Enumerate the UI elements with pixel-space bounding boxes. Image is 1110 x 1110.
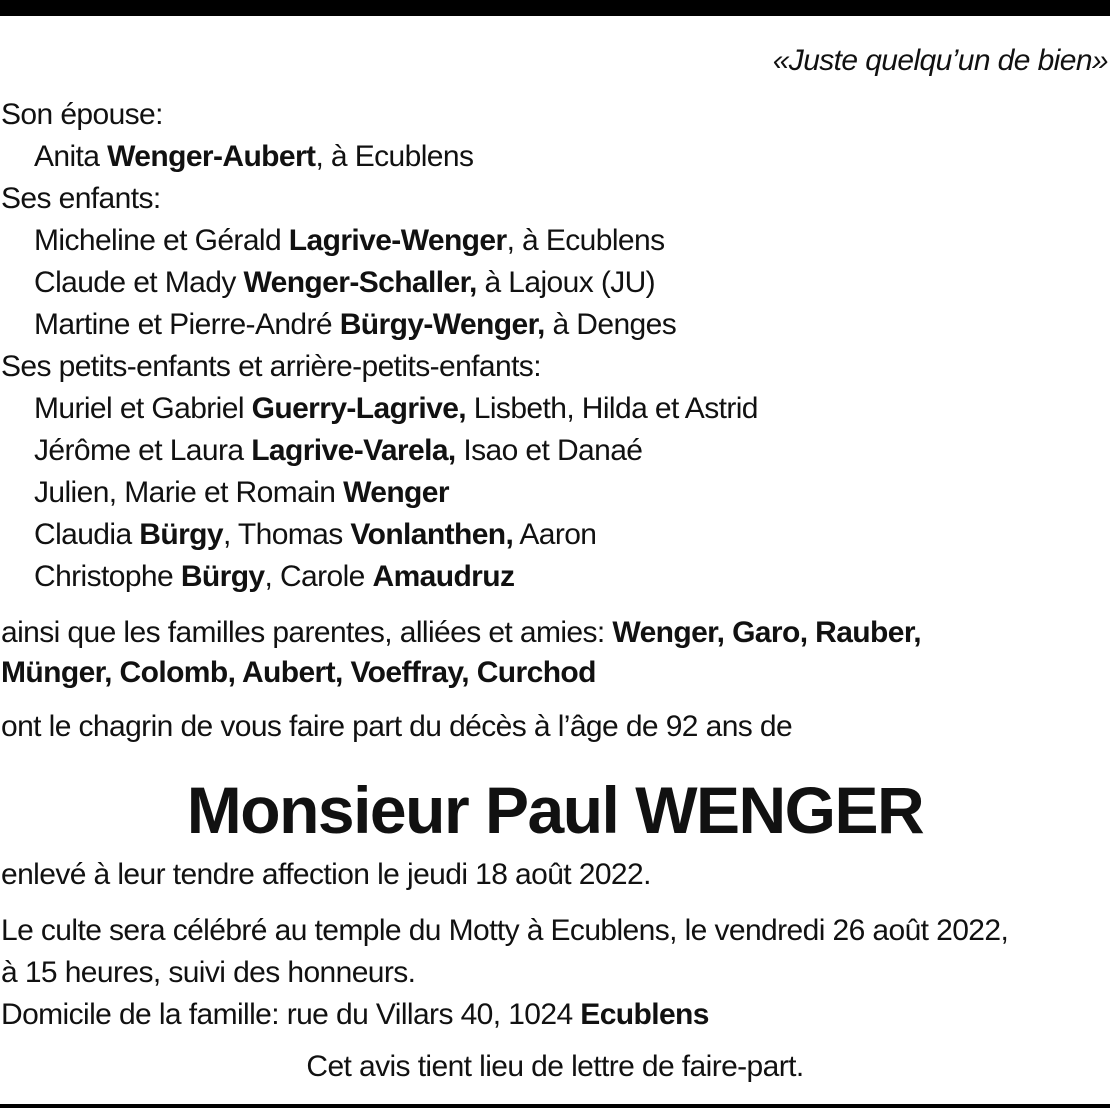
grandchild-entry [34,472,449,514]
children-heading: Ses enfants: [1,182,161,215]
spouse-family: Wenger-Aubert [107,140,316,173]
grandchild-entry [34,556,514,598]
top-rule [0,0,1110,16]
grandchild-text: , Thomas [222,518,351,551]
domicile [1,994,709,1036]
spouse-first: Anita [34,140,108,173]
grandchild-family: Bürgy [180,560,265,593]
child-family: Lagrive-Wenger [288,224,507,257]
grandchild-text: Christophe [34,560,181,593]
grandchildren-heading: Ses petits-enfants et arrière-petits-enfants: [1,350,541,383]
grandchild-family: Wenger [343,476,449,509]
families-line-1 [1,612,921,654]
grandchild-entry [34,514,596,556]
passing-date: enlevé à leur tendre affection le jeudi 18 août 2022. [1,858,651,891]
bottom-rule [0,1104,1110,1108]
grandchild-text: Lisbeth, Hilda et Astrid [466,392,758,425]
grandchild-entry [34,388,758,430]
child-place: , à Ecublens [506,224,665,257]
child-place: à Lajoux (JU) [476,266,656,299]
families-names: Wenger, Garo, Rauber, [612,616,922,649]
domicile-town: Ecublens [580,998,709,1031]
families-intro: ainsi que les familles parentes, alliées et amies: [1,616,613,649]
service-line-2: à 15 heures, suivi des honneurs. [1,956,416,989]
child-family: Wenger-Schaller, [243,266,477,299]
child-first: Micheline et Gérald [34,224,289,257]
service-line-1: Le culte sera célébré au temple du Motty à Ecublens, le vendredi 26 août 2022, [1,914,1009,947]
motto: «Juste quelqu’un de bien» [772,44,1108,77]
child-entry [34,304,676,346]
grandchild-text: Jérôme et Laura [34,434,252,467]
closing-note: Cet avis tient lieu de lettre de faire-part. [306,1050,804,1083]
spouse-heading: Son épouse: [1,98,163,131]
grandchild-text: Aaron [513,518,597,551]
deceased-name: Monsieur Paul WENGER [186,773,924,847]
child-entry [34,220,664,262]
grandchild-family: Vonlanthen, [350,518,514,551]
grandchild-family: Bürgy [139,518,223,551]
domicile-address: Domicile de la famille: rue du Villars 40, 1024 [1,998,581,1031]
child-entry [34,262,655,304]
grandchild-family: Guerry-Lagrive, [251,392,467,425]
grandchild-entry [34,430,642,472]
spouse-entry [34,136,473,178]
grandchild-text: , Carole [264,560,373,593]
families-line-2: Münger, Colomb, Aubert, Voeffray, Curchod [1,656,596,689]
grandchild-text: Julien, Marie et Romain [34,476,344,509]
child-first: Martine et Pierre-André [34,308,340,341]
child-place: à Denges [544,308,677,341]
announcement: ont le chagrin de vous faire part du décès à l’âge de 92 ans de [1,710,793,743]
child-family: Bürgy-Wenger, [339,308,545,341]
grandchild-text: Claudia [34,518,140,551]
child-first: Claude et Mady [34,266,244,299]
grandchild-family: Lagrive-Varela, [251,434,456,467]
grandchild-family: Amaudruz [372,560,515,593]
grandchild-text: Isao et Danaé [455,434,643,467]
grandchild-text: Muriel et Gabriel [34,392,252,425]
spouse-place: , à Ecublens [315,140,474,173]
